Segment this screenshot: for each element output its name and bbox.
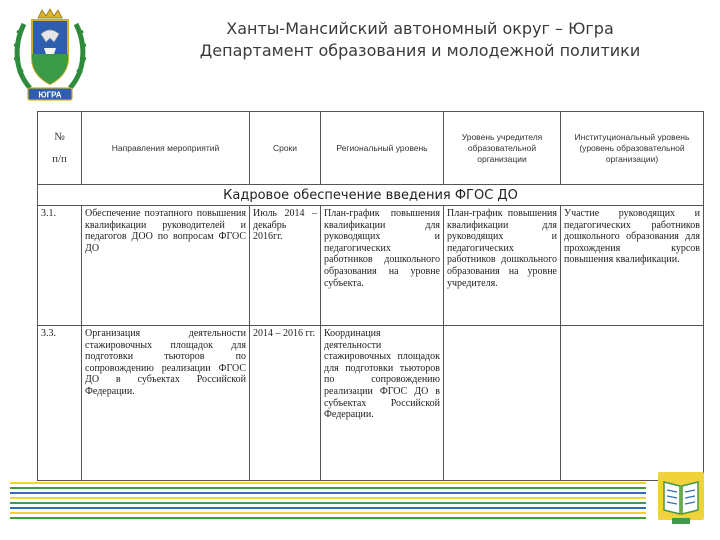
table-header-row (38, 112, 704, 185)
row-term: 2014 – 2016 гг. (250, 326, 321, 481)
row-regional: План-график повышения квалификации для руководящих и педагогических работников дошкольного образования на уровне субъекта. (321, 206, 444, 326)
table-row (38, 326, 704, 481)
open-book-icon (654, 468, 708, 526)
table-row (38, 206, 704, 326)
header-directions: Направления мероприятий (82, 112, 250, 185)
footer-stripes (10, 482, 646, 526)
row-founder (444, 326, 561, 481)
emblem-banner-text: ЮГРА (38, 90, 62, 100)
row-number: 3.3. (38, 326, 82, 481)
header-terms: Сроки (250, 112, 321, 185)
header-number-abbr: п/п (52, 153, 67, 165)
row-founder: План-график повышения квалификации для руководящих и педагогических работников дошкольного образования на уровне учредителя. (444, 206, 561, 326)
coat-of-arms-icon (10, 8, 90, 104)
row-number: 3.1. (38, 206, 82, 326)
header-number (38, 112, 82, 185)
footer-stripe (10, 492, 646, 494)
header-institutional-level: Институциональный уровень (уровень образовательной организации) (561, 112, 704, 185)
footer-stripe (10, 517, 646, 519)
row-direction: Обеспечение поэтапного повышения квалификации руководителей и педагогов ДОО по вопросам ФГОС ДО (82, 206, 250, 326)
row-direction: Организация деятельности стажировочных площадок для подготовки тьюторов по сопровождению реализации ФГОС ДО в субъектах Российской Федерации. (82, 326, 250, 481)
row-institutional (561, 326, 704, 481)
section-row (38, 185, 704, 206)
footer-stripe (10, 512, 646, 514)
title-department: Департамент образования и молодежной политики (199, 41, 641, 60)
page-title (150, 18, 690, 62)
header-founder-level: Уровень учредителя образовательной организации (444, 112, 561, 185)
row-regional: Координация деятельности стажировочных площадок для подготовки тьюторов по сопровождению реализации ФГОС ДО в субъектах Российской Федерации. (321, 326, 444, 481)
title-region: Ханты-Мансийский автономный округ – Югра (226, 19, 614, 38)
footer-stripe (10, 487, 646, 489)
row-term: Июль 2014 –декабрь 2016гг. (250, 206, 321, 326)
row-institutional: Участие руководящих и педагогических работников дошкольного образования для прохождения курсов повышения квалификации. (561, 206, 704, 326)
header-regional: Региональный уровень (321, 112, 444, 185)
measures-table (37, 111, 704, 481)
header-number-symbol: № (54, 131, 65, 143)
footer-stripe (10, 502, 646, 504)
footer-stripe (10, 497, 646, 499)
section-title: Кадровое обеспечение введения ФГОС ДО (38, 185, 704, 206)
footer-stripe (10, 507, 646, 509)
footer-stripe (10, 482, 646, 484)
